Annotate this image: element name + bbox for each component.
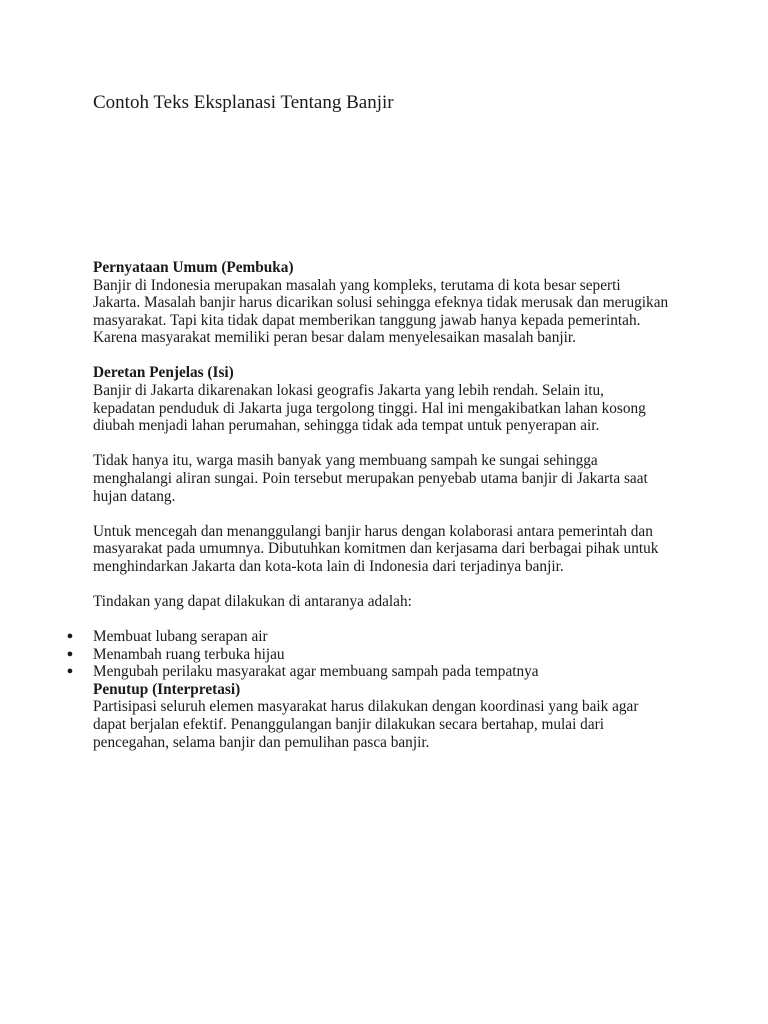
bullet-icon: ● [66,647,74,660]
list-item-text: Membuat lubang serapan air [93,628,268,645]
paragraph-line: masyarakat pada umumnya. Dibutuhkan komitmen dan kerjasama dari berbagai pihak untuk [93,540,659,558]
list-item-text: Mengubah perilaku masyarakat agar membuang sampah pada tempatnya [93,663,539,681]
paragraph-line: menghindarkan Jakarta dan kota-kota lain di Indonesia dari terjadinya banjir. [93,557,564,575]
paragraph-line: hujan datang. [93,487,176,505]
paragraph-line: Banjir di Jakarta dikarenakan lokasi geografis Jakarta yang lebih rendah. Selain itu, [93,382,604,400]
paragraph-line: Untuk mencegah dan menanggulangi banjir harus dengan kolaborasi antara pemerintah dan [93,522,653,540]
document-body [66,259,703,751]
paragraph-line: Tidak hanya itu, warga masih banyak yang membuang sampah ke sungai sehingga [93,452,598,470]
list-intro: Tindakan yang dapat dilakukan di antaranya adalah: [93,592,412,610]
paragraph-line: dapat berjalan efektif. Penanggulangan banjir dilakukan secara bertahap, mulai dari [93,715,604,733]
paragraph-line: kepadatan penduduk di Jakarta juga tergolong tinggi. Hal ini mengakibatkan lahan kosong [93,399,646,417]
section-heading-penutup: Penutup (Interpretasi) [93,680,241,698]
bullet-icon: ● [66,630,74,642]
list-item [66,663,703,681]
section-heading-isi: Deretan Penjelas (Isi) [93,364,234,382]
paragraph-line: diubah menjadi lahan perumahan, sehingga tidak ada tempat untuk penyerapan air. [93,417,600,435]
section-heading-pembuka: Pernyataan Umum (Pembuka) [93,259,294,276]
paragraph-line: pencegahan, selama banjir dan pemulihan pasca banjir. [93,733,430,751]
action-list [66,628,703,681]
page-title: Contoh Teks Eksplanasi Tentang Banjir [93,92,394,113]
list-item [66,645,703,664]
paragraph-line: Partisipasi seluruh elemen masyarakat harus dilakukan dengan koordinasi yang baik agar [93,698,639,716]
list-item [66,628,703,646]
list-item-text: Menambah ruang terbuka hijau [93,645,285,663]
paragraph-line: Banjir di Indonesia merupakan masalah yang kompleks, terutama di kota besar seperti [93,276,621,294]
paragraph-line: masyarakat. Tapi kita tidak dapat memberikan tanggung jawab hanya kepada pemerintah. [93,311,641,329]
bullet-icon: ● [66,665,74,678]
paragraph-line: Karena masyarakat memiliki peran besar dalam menyelesaikan masalah banjir. [93,329,576,347]
paragraph-line: Jakarta. Masalah banjir harus dicarikan solusi sehingga efeknya tidak merusak dan merugikan [93,294,669,312]
paragraph-line: menghalangi aliran sungai. Poin tersebut merupakan penyebab utama banjir di Jakarta saat [93,469,648,487]
